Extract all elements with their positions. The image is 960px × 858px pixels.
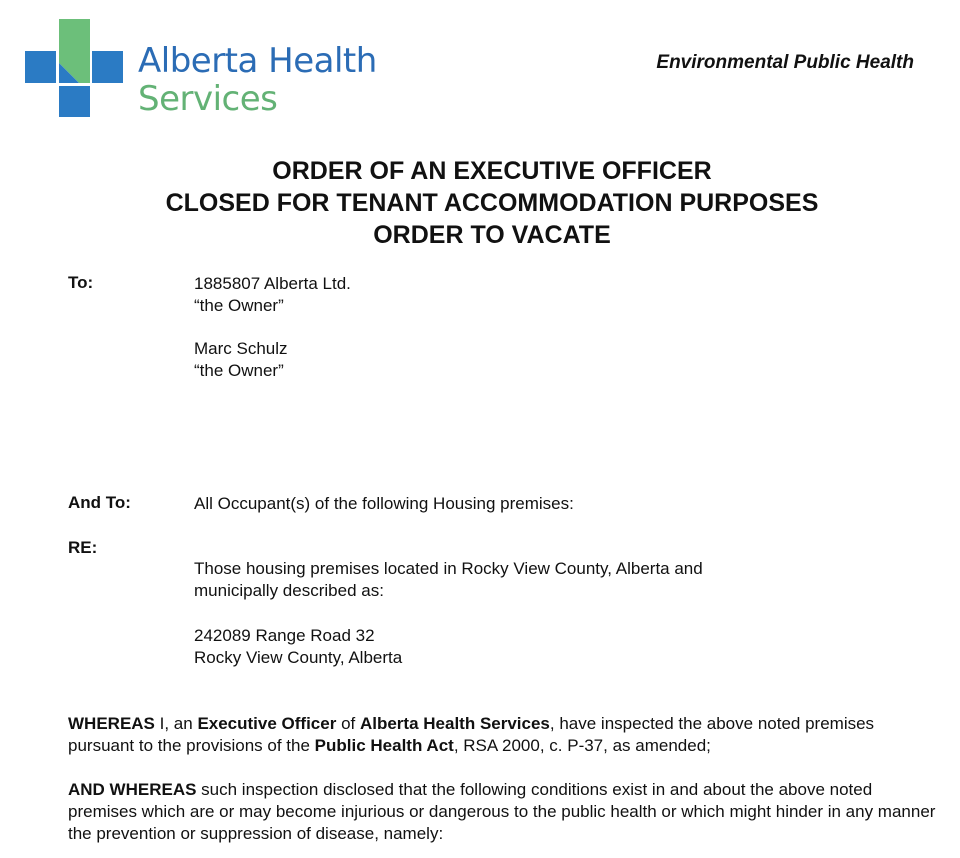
executive-officer-text: Executive Officer	[197, 714, 337, 733]
recipient-2-name: Marc Schulz	[194, 339, 288, 358]
brand-name	[138, 42, 377, 118]
logo-left-square	[25, 51, 56, 83]
whereas-text-3: , have inspected the above noted premises pursuant to the provisions of the	[68, 714, 875, 755]
recipient-1-role: “the Owner”	[194, 296, 284, 315]
order-title-line-1: ORDER OF AN EXECUTIVE OFFICER	[272, 157, 712, 185]
logo-bottom-square	[59, 86, 90, 117]
address-line-1: 242089 Range Road 32	[194, 626, 375, 645]
whereas-keyword: WHEREAS	[68, 714, 155, 733]
re-premises-line-2: municipally described as:	[194, 581, 384, 600]
whereas-text-2: of	[336, 714, 360, 733]
to-label: To:	[68, 273, 94, 292]
recipient-1	[194, 273, 351, 317]
whereas-paragraph-1	[68, 713, 938, 757]
ahs-text: Alberta Health Services	[359, 714, 550, 733]
public-health-act-text: Public Health Act	[314, 736, 454, 755]
whereas-text-4: , RSA 2000, c. P-37, as amended;	[453, 736, 711, 755]
order-title-block	[0, 155, 960, 251]
recipient-2	[194, 338, 288, 382]
brand-line-1: Alberta Health	[138, 41, 377, 81]
order-title-line-3: ORDER TO VACATE	[373, 221, 611, 249]
whereas-text-1: I, an	[154, 714, 198, 733]
recipient-2-role: “the Owner”	[194, 361, 284, 380]
whereas-paragraph-2	[68, 779, 938, 845]
address-line-2: Rocky View County, Alberta	[194, 648, 403, 667]
and-to-text: All Occupant(s) of the following Housing premises:	[194, 494, 574, 513]
and-to-label: And To:	[68, 493, 131, 512]
re-premises-text	[194, 558, 703, 602]
order-title-line-2: CLOSED FOR TENANT ACCOMMODATION PURPOSES	[165, 189, 819, 217]
recipient-1-name: 1885807 Alberta Ltd.	[194, 274, 351, 293]
and-whereas-keyword: AND WHEREAS	[68, 780, 197, 799]
brand-line-2: Services	[138, 79, 278, 119]
department-label: Environmental Public Health	[656, 52, 914, 73]
logo-right-square	[92, 51, 123, 83]
re-label: RE:	[68, 538, 98, 557]
alberta-health-services-logo-icon	[25, 19, 123, 117]
premises-address	[194, 625, 402, 669]
re-premises-line-1: Those housing premises located in Rocky View County, Alberta and	[194, 559, 703, 578]
and-whereas-text: such inspection disclosed that the following conditions exist in and about the above noted premises which are or may become injurious or dangerous to the public health or which might hinder in any manner the prevention or suppression of disease, namely:	[68, 780, 936, 843]
